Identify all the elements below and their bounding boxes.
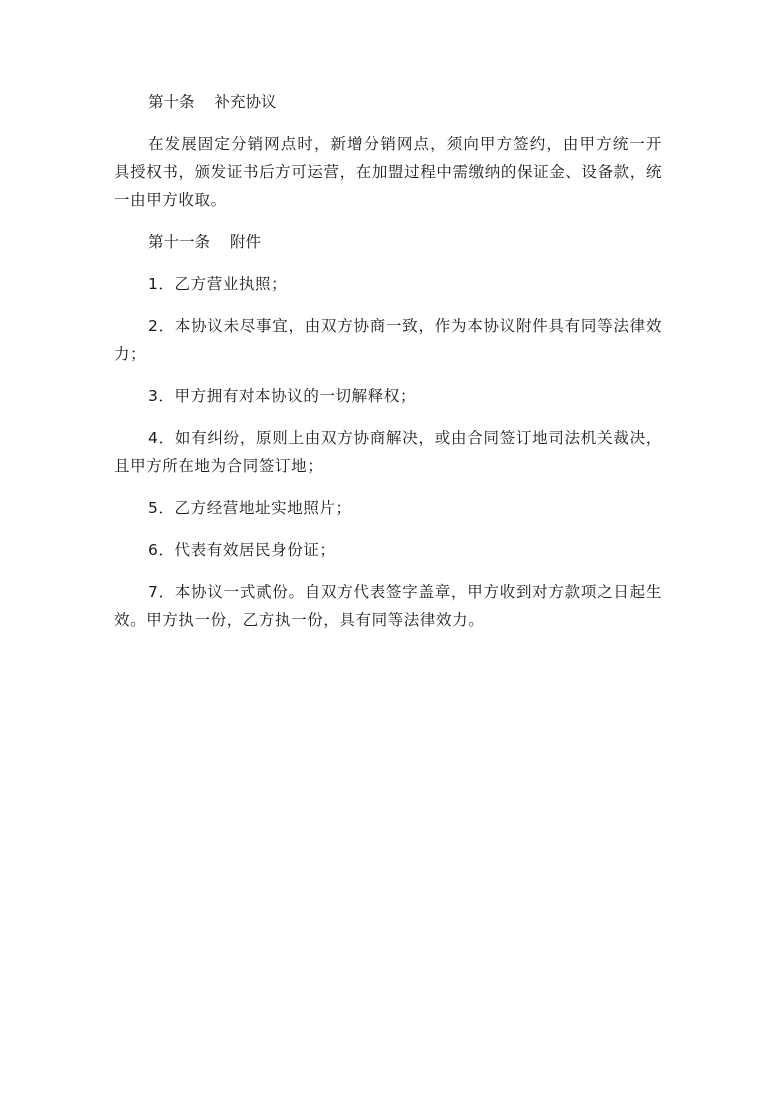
attachment-item-5: 5．乙方经营地址实地照片； (148, 499, 352, 517)
attachment-item-4: 4．如有纠纷，原则上由双方协商解决，或由合同签订地司法机关裁决，且甲方所在地为合同签订地； (114, 429, 662, 475)
article-11-number: 第十一条 (148, 233, 211, 251)
document-body (114, 88, 662, 634)
article-10-title: 补充协议 (214, 93, 277, 111)
attachment-item-3: 3．甲方拥有对本协议的一切解释权； (148, 387, 417, 405)
article-10-number: 第十条 (148, 93, 195, 111)
attachment-item-7: 7．本协议一式贰份。自双方代表签字盖章，甲方收到对方款项之日起生效。甲方执一份，乙方执一份，具有同等法律效力。 (114, 583, 662, 629)
article-10-body: 在发展固定分销网点时，新增分销网点，须向甲方签约，由甲方统一开具授权书，颁发证书后方可运营，在加盟过程中需缴纳的保证金、设备款，统一由甲方收取。 (114, 135, 662, 209)
article-10-heading (114, 88, 662, 116)
attachment-item-6: 6．代表有效居民身份证； (148, 541, 336, 559)
attachment-item-1: 1．乙方营业执照； (148, 275, 288, 293)
article-11-title: 附件 (230, 233, 262, 251)
article-11-heading (114, 228, 662, 256)
attachment-item-2: 2．本协议未尽事宜，由双方协商一致，作为本协议附件具有同等法律效力； (114, 317, 662, 363)
